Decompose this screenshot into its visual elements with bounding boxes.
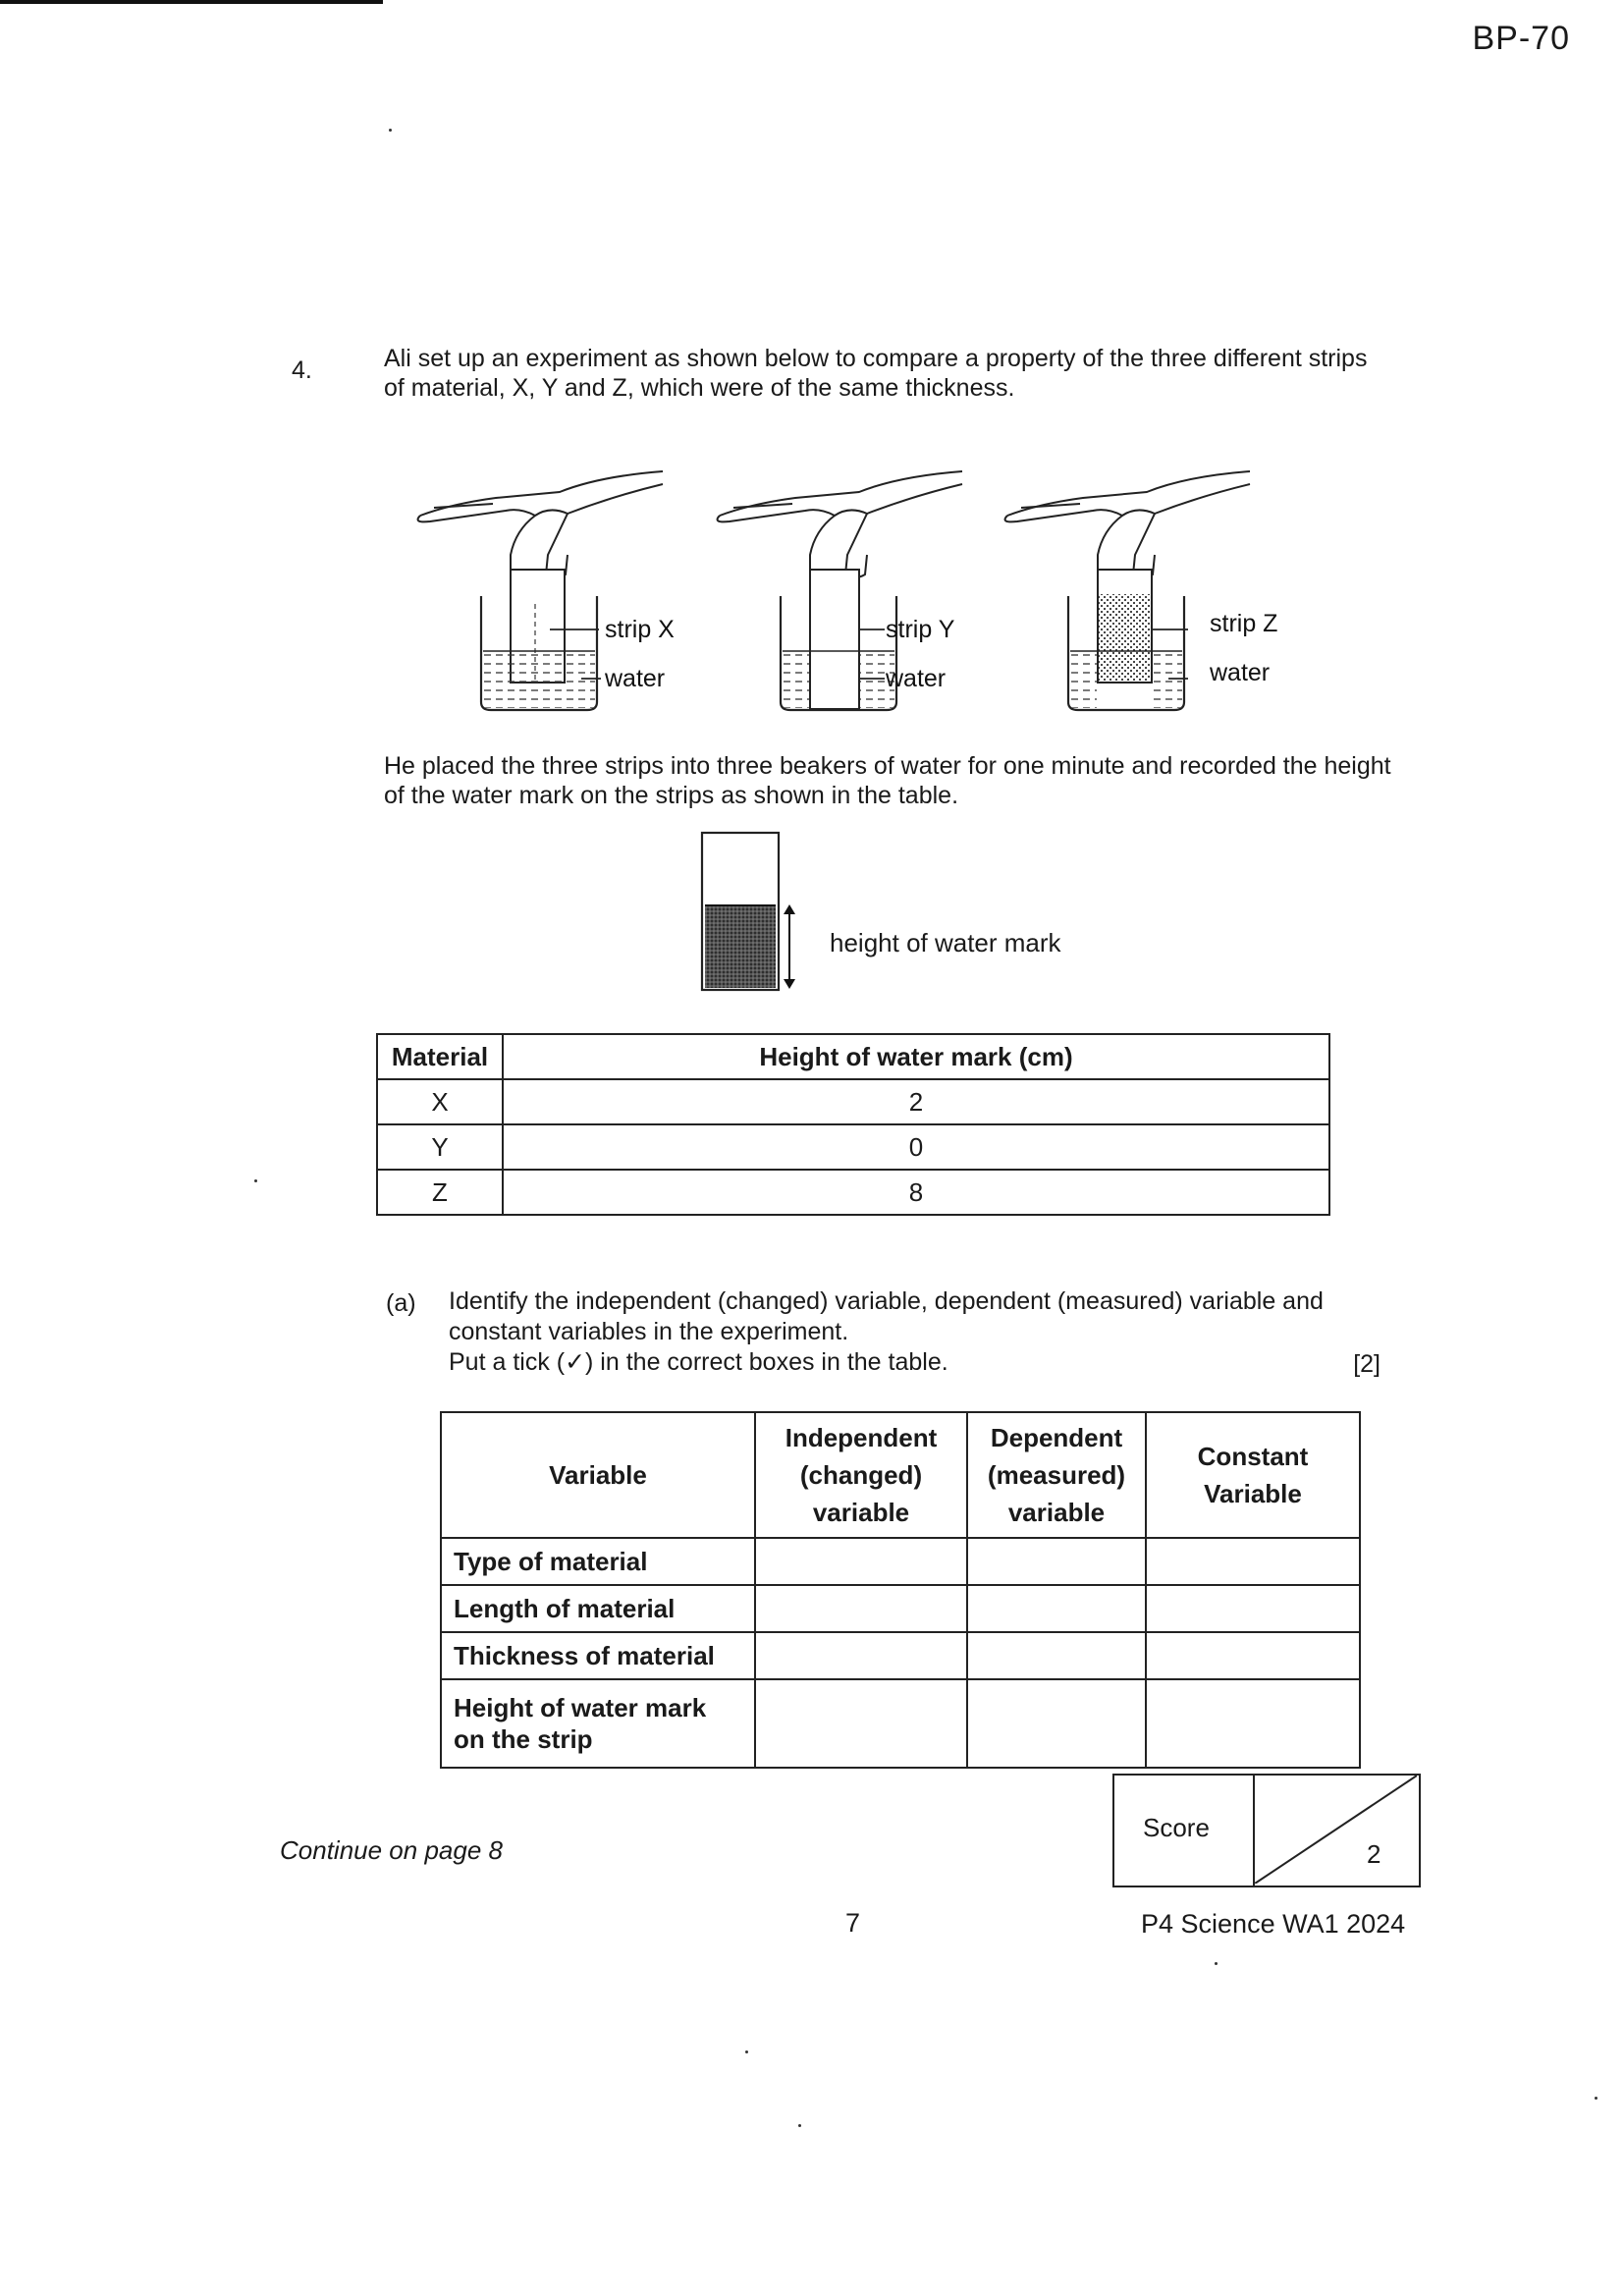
independent-tick-box[interactable]	[755, 1679, 967, 1768]
strip-z-label: strip Z	[1210, 610, 1278, 637]
question-number: 4.	[292, 356, 312, 384]
constant-tick-box[interactable]	[1146, 1632, 1360, 1679]
header-line: Independent	[785, 1423, 938, 1452]
scan-speck	[745, 2050, 748, 2053]
table-row	[377, 1170, 1329, 1215]
hand-icon	[1005, 471, 1250, 577]
part-a-instruction: Put a tick (✓) in the correct boxes in the table.	[449, 1348, 948, 1376]
header-line: Variable	[1204, 1479, 1302, 1508]
independent-tick-box[interactable]	[755, 1585, 967, 1632]
independent-tick-box[interactable]	[755, 1538, 967, 1585]
height-cell: 0	[503, 1124, 1329, 1170]
hand-icon	[418, 471, 663, 577]
constant-tick-box[interactable]	[1146, 1585, 1360, 1632]
dependent-tick-box[interactable]	[967, 1538, 1146, 1585]
water-y-label: water	[886, 665, 947, 692]
experiment-figure	[412, 457, 1316, 727]
dependent-tick-box[interactable]	[967, 1679, 1146, 1768]
question-intro: Ali set up an experiment as shown below to compare a property of the three different strips of material, X, Y and Z, which were of the same thickness.	[384, 345, 1368, 402]
table-row	[441, 1632, 1360, 1679]
table-row	[441, 1538, 1360, 1585]
dependent-tick-box[interactable]	[967, 1632, 1146, 1679]
height-cell: 2	[503, 1079, 1329, 1124]
results-table	[376, 1033, 1330, 1216]
variables-table	[440, 1411, 1361, 1769]
material-cell: Z	[377, 1170, 503, 1215]
marks-allocation: [2]	[1353, 1350, 1380, 1378]
page-code: BP-70	[1472, 20, 1570, 57]
header-independent	[755, 1412, 967, 1538]
strip-y-label: strip Y	[886, 616, 955, 643]
material-cell: X	[377, 1079, 503, 1124]
procedure-text: He placed the three strips into three beakers of water for one minute and recorded the height of the water mark on the strips as shown in the table.	[384, 752, 1391, 809]
water-mark-label: height of water mark	[830, 928, 1061, 957]
table-row	[377, 1124, 1329, 1170]
variable-line: Height of water mark	[454, 1693, 707, 1722]
part-a-text	[449, 1286, 1391, 1378]
water-mark-diagram	[695, 830, 813, 995]
header-line: (changed)	[799, 1460, 923, 1490]
header-line: variable	[1007, 1498, 1106, 1527]
constant-tick-box[interactable]	[1146, 1679, 1360, 1768]
water	[483, 651, 595, 708]
scan-speck	[389, 129, 392, 132]
part-a-prompt: Identify the independent (changed) variable, dependent (measured) variable and constant variables in the experiment.	[449, 1287, 1324, 1345]
strip-x-label: strip X	[605, 616, 675, 643]
top-rule	[0, 0, 383, 4]
variable-name: Length of material	[441, 1585, 755, 1632]
part-a-label: (a)	[386, 1289, 416, 1317]
scan-speck	[254, 1179, 257, 1182]
variable-name: Thickness of material	[441, 1632, 755, 1679]
wet-region	[705, 905, 776, 988]
header-height: Height of water mark (cm)	[503, 1034, 1329, 1079]
table-row	[441, 1585, 1360, 1632]
table-row	[377, 1079, 1329, 1124]
height-cell: 8	[503, 1170, 1329, 1215]
material-cell: Y	[377, 1124, 503, 1170]
variable-line: on the strip	[454, 1724, 593, 1754]
dependent-tick-box[interactable]	[967, 1585, 1146, 1632]
page-number: 7	[845, 1908, 861, 1938]
variable-name: Type of material	[441, 1538, 755, 1585]
hand-icon	[718, 471, 962, 577]
header-variable: Variable	[441, 1412, 755, 1538]
strip-y	[810, 570, 859, 709]
table-row	[441, 1679, 1360, 1768]
score-label: Score	[1143, 1813, 1210, 1842]
header-material: Material	[377, 1034, 503, 1079]
independent-tick-box[interactable]	[755, 1632, 967, 1679]
variable-name	[441, 1679, 755, 1768]
scan-speck	[1215, 1962, 1218, 1965]
scan-speck	[1595, 2097, 1597, 2100]
water-x-label: water	[605, 665, 666, 692]
scan-speck	[798, 2124, 801, 2127]
header-line: Constant	[1197, 1442, 1309, 1471]
water-z-label: water	[1210, 659, 1271, 686]
paper-title: P4 Science WA1 2024	[1141, 1909, 1406, 1939]
header-line: Dependent	[990, 1423, 1123, 1452]
score-max: 2	[1367, 1839, 1381, 1869]
continue-note: Continue on page 8	[280, 1835, 503, 1865]
header-dependent	[967, 1412, 1146, 1538]
header-line: variable	[812, 1498, 910, 1527]
header-constant	[1146, 1412, 1360, 1538]
constant-tick-box[interactable]	[1146, 1538, 1360, 1585]
score-diagonal	[1255, 1776, 1417, 1884]
header-line: (measured)	[987, 1460, 1126, 1490]
